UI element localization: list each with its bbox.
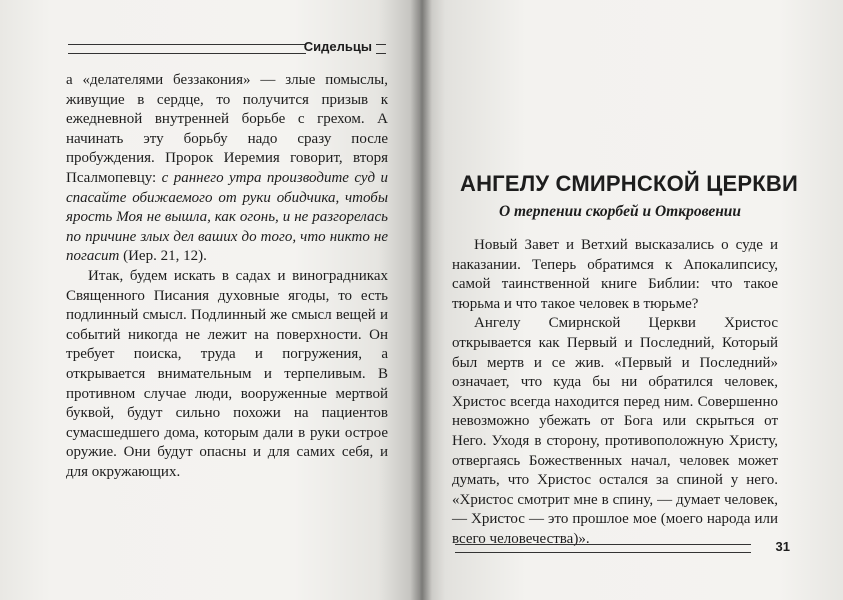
left-body-text [66, 71, 388, 482]
paragraph [66, 71, 388, 267]
text-run: (Иер. 21, 12). [119, 248, 207, 265]
text-run: Ангелу Смирнской Церкви Христос открывается как Первый и Последний, Который был мертв и се жив. «Первый и Последний» означает, что куда бы ни обратился человек, Христос всегда находится перед ним. Совершенно невозможно убежать от Бога или скрыться от Него. Уходя в сторону, противоположную Христу, отвергаясь Божественных начал, человек может думать, что Христос остался за спиной у него. «Христос смотрит мне в спину, — думает человек, — Христос — это прошлое мое (моего народа или всего человечества)». [452, 315, 778, 547]
page-number: 31 [775, 539, 790, 554]
running-header [68, 38, 386, 58]
paragraph [452, 236, 778, 314]
header-rule [68, 44, 306, 54]
left-page [0, 0, 420, 600]
running-title: Сидельцы [303, 39, 372, 54]
chapter-title: АНГЕЛУ СМИРНСКОЙ ЦЕРКВИ [460, 171, 798, 196]
right-body-text [452, 236, 778, 550]
chapter-subtitle: О терпении скорбей и Откровении [498, 203, 742, 220]
italic-quote: с раннего утра производите суд и спасайте обижаемого от руки обидчика, чтобы ярость Моя не вышла, как огонь, и не разгорелась по причине злых дел ваших до того, что никто не погасит [66, 169, 388, 265]
page-footer [455, 540, 790, 556]
text-run: Итак, будем искать в садах и виноградниках Священного Писания духовные ягоды, то есть подлинный смысл. Подлинный же смысл вещей и событий никогда не лежит на поверхности. Он требует поиска, труда и погружения, а открывается внимательным и терпеливым. В противном случае люди, вооруженные мертвой буквой, будут сильно похожи на пациентов сумасшедшего дома, которым дали в руки острое оружие. Они будут опасны и для самих себя, и для окружающих. [66, 267, 388, 480]
paragraph [66, 267, 388, 483]
footer-rule [455, 544, 751, 553]
text-run: Новый Завет и Ветхий высказались о суде и наказании. Теперь обратимся к Апокалипсису, самой таинственной книге Библии: что такое тюрьма и что такое человек в тюрьме? [452, 237, 778, 312]
text-run: а «делателями беззакония» — злые помыслы, живущие в сердце, то получится призыв к ежедневной внутренней борьбе с грехом. А начинать эту борьбу надо сразу после пробуждения. Пророк Иеремия говорит, вторя Псалмопевцу: [66, 72, 388, 186]
paragraph [452, 314, 778, 549]
header-rule-end [376, 44, 386, 54]
book-gutter [410, 0, 432, 600]
